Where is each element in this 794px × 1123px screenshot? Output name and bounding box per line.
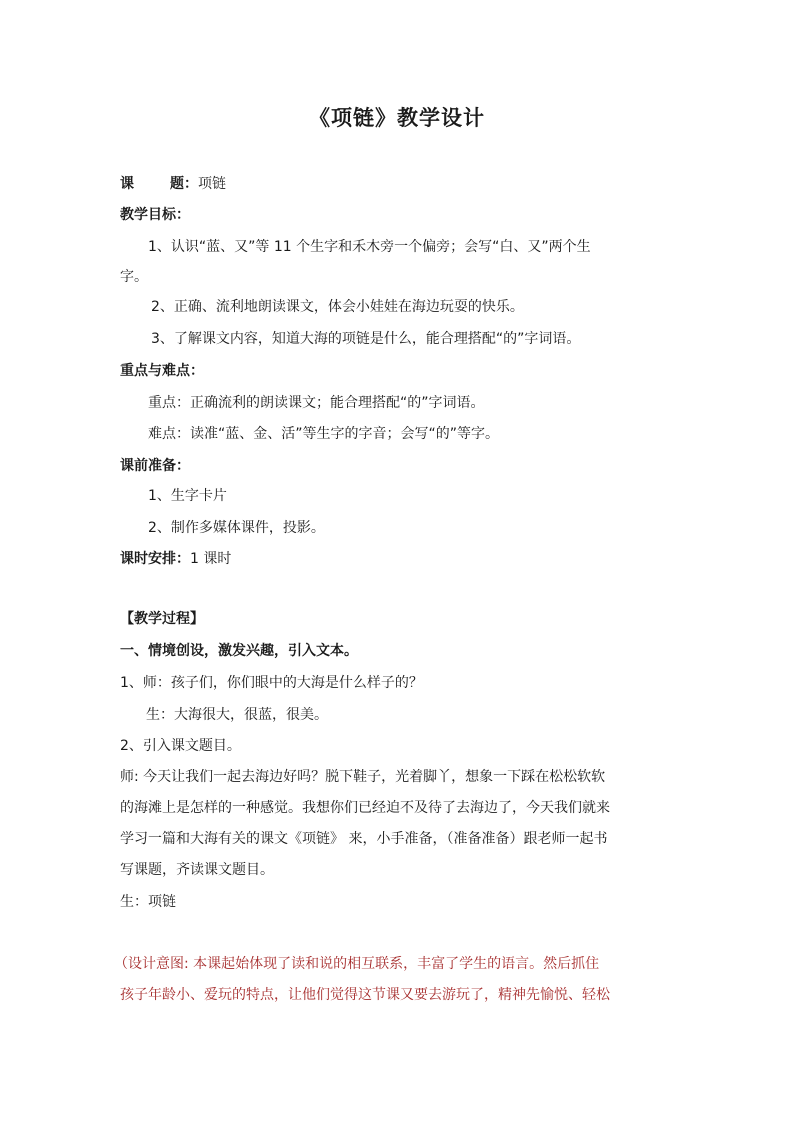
teacher-line-4: 写课题，齐读课文题目。 [120, 862, 274, 878]
key-heading: 重点与难点： [120, 363, 204, 379]
design-intent-line-1: （设计意图: 本课起始体现了读和说的相互联系，丰富了学生的语言。然后抓住 [114, 956, 600, 972]
goal-1-line-1: 1、认识“蓝、又”等 11 个生字和禾木旁一个偏旁；会写“白、又”两个生 [148, 239, 591, 255]
teacher-line-3: 学习一篇和大海有关的课文《项链》 来，小手准备，（准备准备）跟老师一起书 [120, 831, 608, 847]
step-1: 1、师：孩子们，你们眼中的大海是什么样子的？ [120, 675, 423, 691]
schedule-label: 课时安排： [120, 551, 190, 567]
difficult-point: 难点：读准“蓝、金、活”等生字的字音；会写“的”等字。 [148, 426, 500, 442]
goal-1-line-2: 字。 [120, 269, 148, 285]
prep-item-1: 1、生字卡片 [148, 488, 227, 504]
topic-value: 项链 [198, 176, 226, 192]
key-point: 重点：正确流利的朗读课文；能合理搭配“的”字词语。 [148, 395, 485, 411]
prep-heading: 课前准备： [120, 458, 190, 474]
goal-2: 2、正确、流利地朗读课文，体会小娃娃在海边玩耍的快乐。 [151, 299, 524, 315]
process-heading: 【教学过程】 [120, 611, 204, 627]
goals-heading: 教学目标： [120, 207, 190, 223]
prep-item-2: 2、制作多媒体课件，投影。 [148, 520, 325, 536]
topic-line [120, 174, 226, 194]
design-intent-line-2: 孩子年龄小、爱玩的特点，让他们觉得这节课又要去游玩了，精神先愉悦、轻松 [120, 987, 610, 1003]
student-answer: 生：项链 [120, 894, 176, 910]
teacher-line-1: 师: 今天让我们一起去海边好吗？脱下鞋子，光着脚丫，想象一下踩在松松软软 [120, 769, 606, 785]
document-title: 《项链》教学设计 [309, 106, 485, 130]
schedule-line [120, 549, 231, 569]
section-1-heading: 一、情境创设，激发兴趣，引入文本。 [120, 643, 358, 659]
topic-label-b: 题： [170, 176, 198, 192]
teacher-line-2: 的海滩上是怎样的一种感觉。我想你们已经迫不及待了去海边了，今天我们就来 [120, 800, 610, 816]
topic-label-a: 课 [120, 176, 134, 192]
step-1-answer: 生：大海很大，很蓝，很美。 [146, 707, 328, 723]
goal-3: 3、了解课文内容，知道大海的项链是什么，能合理搭配“的”字词语。 [151, 331, 581, 347]
schedule-value: 1 课时 [190, 551, 232, 567]
step-2: 2、引入课文题目。 [120, 738, 241, 754]
